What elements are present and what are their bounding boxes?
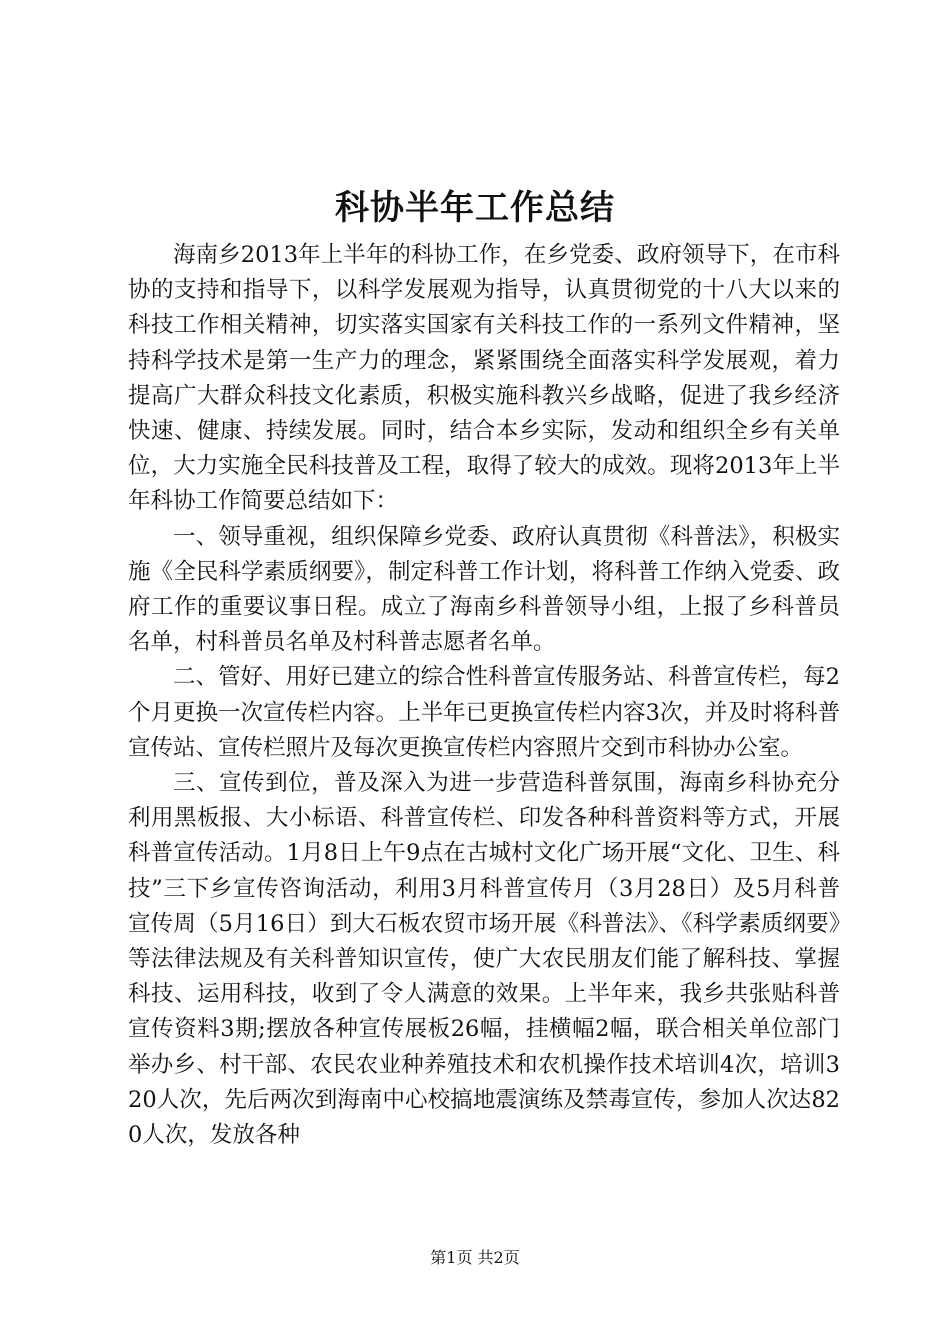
- document-body: [128, 238, 840, 1153]
- paragraph-section-3: 三、宣传到位，普及深入为进一步营造科普氛围，海南乡科协充分利用黑板报、大小标语、科普宣传栏、印发各种科普资料等方式，开展科普宣传活动。1月8日上午9点在古城村文化广场开展“文化、卫生、科技”三下乡宣传咨询活动，利用3月科普宣传月（3月28日）及5月科普宣传周（5月16日）到大石板农贸市场开展《科普法》、《科学素质纲要》等法律法规及有关科普知识宣传，使广大农民朋友们能了解科技、掌握科技、运用科技，收到了令人满意的效果。上半年来，我乡共张贴科普宣传资料3期;摆放各种宣传展板26幅，挂横幅2幅，联合相关单位部门举办乡、村干部、农民农业种养殖技术和农机操作技术培训4次，培训320人次，先后两次到海南中心校搞地震演练及禁毒宣传，参加人次达820人次，发放各种: [128, 770, 840, 1149]
- page-footer: 第1页 共2页: [430, 1248, 520, 1267]
- paragraph-intro: 海南乡2013年上半年的科协工作，在乡党委、政府领导下，在市科协的支持和指导下，以科学发展观为指导，认真贯彻党的十八大以来的科技工作相关精神，切实落实国家有关科技工作的一系列文件精神，坚持科学技术是第一生产力的理念，紧紧围绕全面落实科学发展观，着力提高广大群众科技文化素质，积极实施科教兴乡战略，促进了我乡经济快速、健康、持续发展。同时，结合本乡实际，发动和组织全乡有关单位，大力实施全民科技普及工程，取得了较大的成效。现将2013年上半年科协工作简要总结如下：: [128, 242, 840, 515]
- paragraph-section-2: 二、管好、用好已建立的综合性科普宣传服务站、科普宣传栏，每2个月更换一次宣传栏内容。上半年已更换宣传栏内容3次，并及时将科普宣传站、宣传栏照片及每次更换宣传栏内容照片交到市科协办公室。: [128, 664, 840, 761]
- document-title: 科协半年工作总结: [335, 188, 615, 228]
- paragraph-section-1: 一、领导重视，组织保障乡党委、政府认真贯彻《科普法》，积极实施《全民科学素质纲要》，制定科普工作计划，将科普工作纳入党委、政府工作的重要议事日程。成立了海南乡科普领导小组，上报了乡科普员名单，村科普员名单及村科普志愿者名单。: [128, 523, 840, 656]
